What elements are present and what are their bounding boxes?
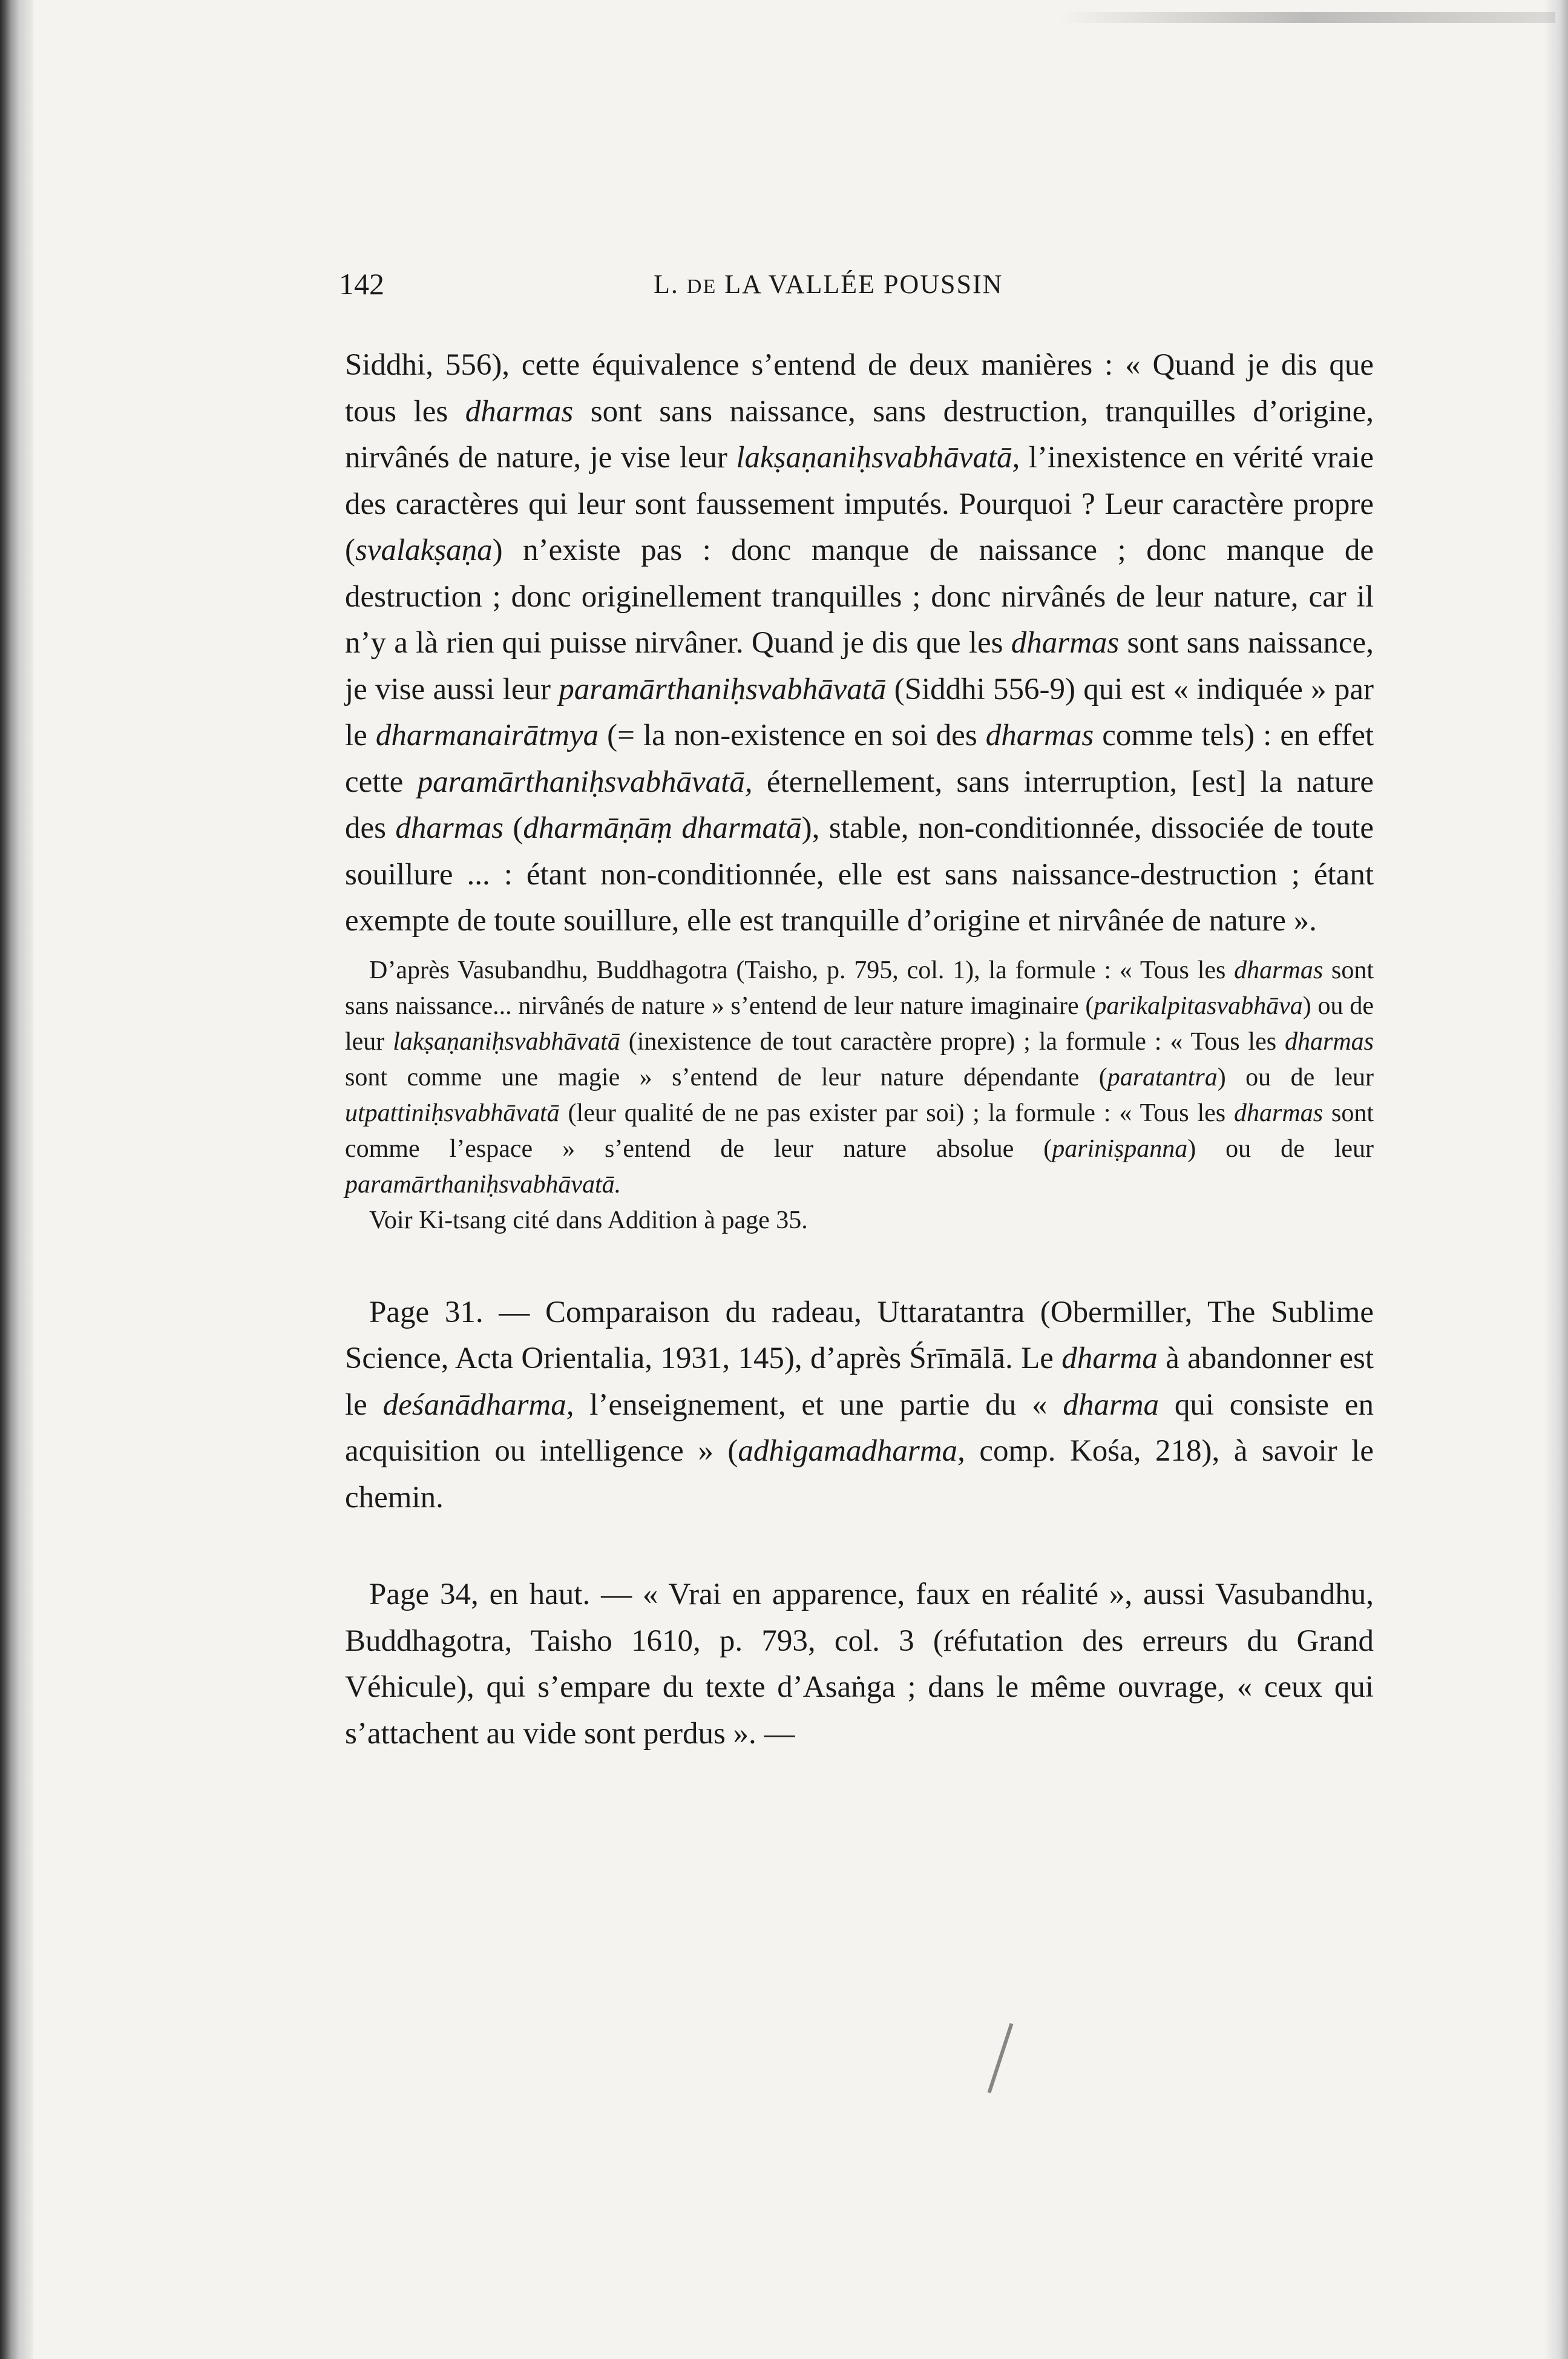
scan-top-smudge xyxy=(1059,12,1555,23)
scan-right-edge xyxy=(1544,0,1568,2359)
scan-left-edge xyxy=(0,0,33,2359)
page-number: 142 xyxy=(339,267,384,301)
pencil-stroke-mark xyxy=(988,2023,1014,2093)
running-title xyxy=(654,269,1003,300)
author-particle: DE xyxy=(686,275,717,298)
note-vasubandhu: D’après Vasubandhu, Buddhagotra (Taisho, p. 795, col. 1), la formule : « Tous les dharmas sont sans naissance... nirvânés de nature » s’entend de leur nature imaginaire (parikalpitasvabhāva) ou de leur lakṣaṇaniḥsvabhāvatā (inexistence de tout caractère propre) ; la formule : « Tous les dharmas sont comme une magie » s’entend de leur nature dépendante (paratantra) ou de leur utpattiniḥsvabhāvatā (leur qualité de ne pas exister par soi) ; la formule : « Tous les dharmas sont comme l’espace » s’entend de leur nature absolue (pariniṣpanna) ou de leur paramārthaniḥsvabhāvatā. xyxy=(345,956,1374,1199)
author-initial: L. xyxy=(654,269,679,299)
paragraph-page-31: Page 31. — Comparaison du radeau, Uttaratantra (Obermiller, The Sublime Science, Acta Orientalia, 1931, 145), d’après Śrīmālā. Le dharma à abandonner est le deśanādharma, l’enseignement, et une partie du « dharma qui consiste en acquisition ou intelligence » (adhigamadharma, comp. Kośa, 218), à savoir le chemin. xyxy=(345,1295,1374,1515)
page-header xyxy=(339,266,1380,309)
paragraph-siddhi: Siddhi, 556), cette équivalence s’entend de deux manières : « Quand je dis que tous les dharmas sont sans naissance, sans destruction, tranquilles d’origine, nirvânés de nature, je vise leur lakṣaṇaniḥsvabhāvatā, l’inexistence en vérité vraie des caractères qui leur sont faussement imputés. Pourquoi ? Leur caractère propre (svalakṣaṇa) n’existe pas : donc manque de naissance ; donc manque de destruction ; donc originellement tranquilles ; donc nirvânés de leur nature, car il n’y a là rien qui puisse nirvâner. Quand je dis que les dharmas sont sans naissance, je vise aussi leur paramārthaniḥsvabhāvatā (Siddhi 556-9) qui est « indiquée » par le dharmanairātmya (= la non-existence en soi des dharmas comme tels) : en effet cette paramārthaniḥsvabhāvatā, éternellement, sans interruption, [est] la nature des dharmas (dharmāṇāṃ dharmatā), stable, non-conditionnée, dissociée de toute souillure ... : étant non-conditionnée, elle est sans naissance-destruction ; étant exempte de toute souillure, elle est tranquille d’origine et nirvânée de nature ». xyxy=(345,348,1374,938)
paragraph-page-34: Page 34, en haut. — « Vrai en apparence, faux en réalité », aussi Vasubandhu, Buddhagotra, Taisho 1610, p. 793, col. 3 (réfutation des erreurs du Grand Véhicule), qui s’empare du texte d’Asaṅga ; dans le même ouvrage, « ceux qui s’attachent au vide sont perdus ». — xyxy=(345,1578,1374,1751)
note-ki-tsang: Voir Ki-tsang cité dans Addition à page 35. xyxy=(369,1206,808,1234)
page-body xyxy=(345,342,1374,1757)
author-name: LA VALLÉE POUSSIN xyxy=(724,269,1003,299)
